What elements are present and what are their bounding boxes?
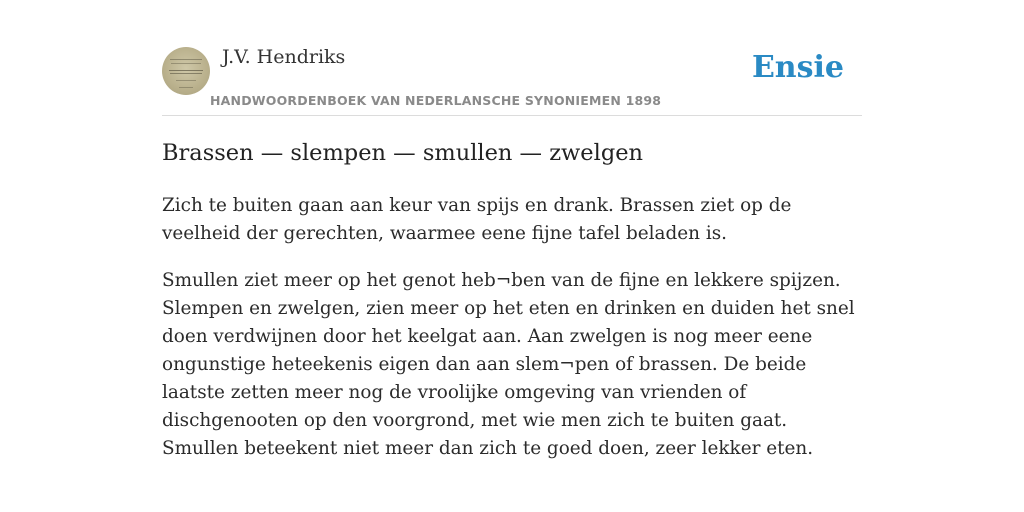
entry-header <box>162 0 862 116</box>
entry-title: Brassen — slempen — smullen — zwelgen <box>162 140 644 166</box>
ensie-logo[interactable]: Ensie <box>751 50 844 85</box>
book-cover-avatar[interactable] <box>162 47 210 95</box>
source-title[interactable]: HANDWOORDENBOEK VAN NEDERLANSCHE SYNONIEMEN 1898 <box>210 93 662 108</box>
entry-card <box>162 0 862 512</box>
entry-paragraph-2: Smullen ziet meer op het genot heb¬ben van de fijne en lekkere spijzen. Slempen en zwelgen, zien meer op het eten en drinken en duiden het snel doen verdwijnen door het keelgat aan. Aan zwelgen is nog meer eene ongunstige heteekenis eigen dan aan slem¬pen of brassen. De beide laatste zetten meer nog de vroolijke omgeving van vrienden of dischgenooten op den voorgrond, met wie men zich te buiten gaat. Smullen beteekent niet meer dan zich te goed doen, zeer lekker eten. <box>162 270 855 459</box>
entry-paragraph-1: Zich te buiten gaan aan keur van spijs en drank. Brassen ziet op de veelheid der gerechten, waarmee eene fijne tafel beladen is. <box>162 195 792 244</box>
author-name[interactable]: J.V. Hendriks <box>222 46 346 68</box>
